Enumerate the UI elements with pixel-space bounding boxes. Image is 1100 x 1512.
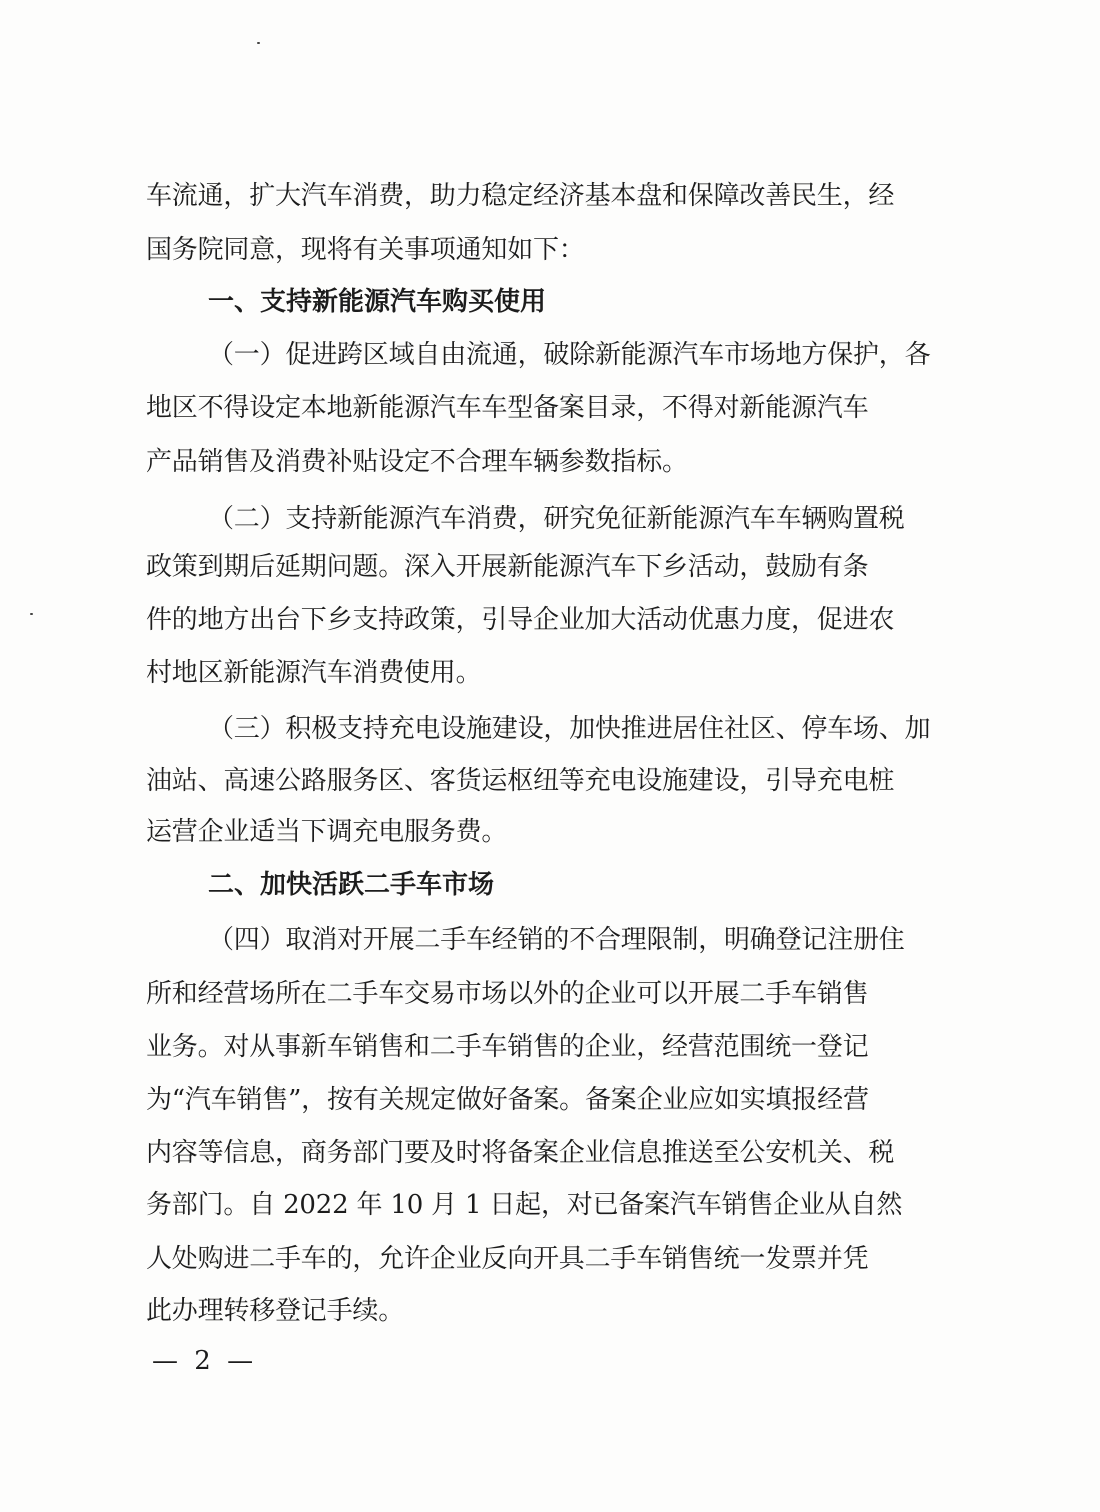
- body-line: （二）支持新能源汽车消费，研究免征新能源汽车车辆购置税: [208, 504, 905, 534]
- body-line: 村地区新能源汽车消费使用。: [146, 658, 482, 688]
- body-line: 油站、高速公路服务区、客货运枢纽等充电设施建设，引导充电桩: [146, 766, 895, 796]
- body-line: 人处购进二手车的，允许企业反向开具二手车销售统一发票并凭: [146, 1244, 869, 1274]
- body-line: 车流通，扩大汽车消费，助力稳定经济基本盘和保障改善民生，经: [146, 181, 895, 211]
- body-line: （四）取消对开展二手车经销的不合理限制，明确登记注册住: [208, 925, 905, 955]
- scan-speck: [257, 42, 260, 44]
- body-line: 国务院同意，现将有关事项通知如下：: [146, 235, 585, 265]
- body-line: 件的地方出台下乡支持政策，引导企业加大活动优惠力度，促进农: [146, 605, 895, 635]
- body-line: （三）积极支持充电设施建设，加快推进居住社区、停车场、加: [208, 714, 931, 744]
- body-line: 为“汽车销售”，按有关规定做好备案。备案企业应如实填报经营: [146, 1085, 869, 1115]
- body-line: 务部门。自 2022 年 10 月 1 日起，对已备案汽车销售企业从自然: [146, 1190, 903, 1220]
- body-line: 此办理转移登记手续。: [146, 1296, 405, 1326]
- body-line: 所和经营场所在二手车交易市场以外的企业可以开展二手车销售: [146, 979, 869, 1009]
- body-line: 业务。对从事新车销售和二手车销售的企业，经营范围统一登记: [146, 1032, 869, 1062]
- section-heading: 二、加快活跃二手车市场: [208, 870, 495, 900]
- body-line: 产品销售及消费补贴设定不合理车辆参数指标。: [146, 447, 688, 477]
- body-line: 运营企业适当下调充电服务费。: [146, 817, 508, 847]
- body-line: 地区不得设定本地新能源汽车车型备案目录，不得对新能源汽车: [146, 393, 869, 423]
- page-number: — 2 —: [152, 1346, 258, 1376]
- section-heading: 一、支持新能源汽车购买使用: [208, 287, 547, 317]
- body-line: （一）促进跨区域自由流通，破除新能源汽车市场地方保护，各: [208, 340, 931, 370]
- body-line: 政策到期后延期问题。深入开展新能源汽车下乡活动，鼓励有条: [146, 552, 869, 582]
- body-line: 内容等信息，商务部门要及时将备案企业信息推送至公安机关、税: [146, 1138, 895, 1168]
